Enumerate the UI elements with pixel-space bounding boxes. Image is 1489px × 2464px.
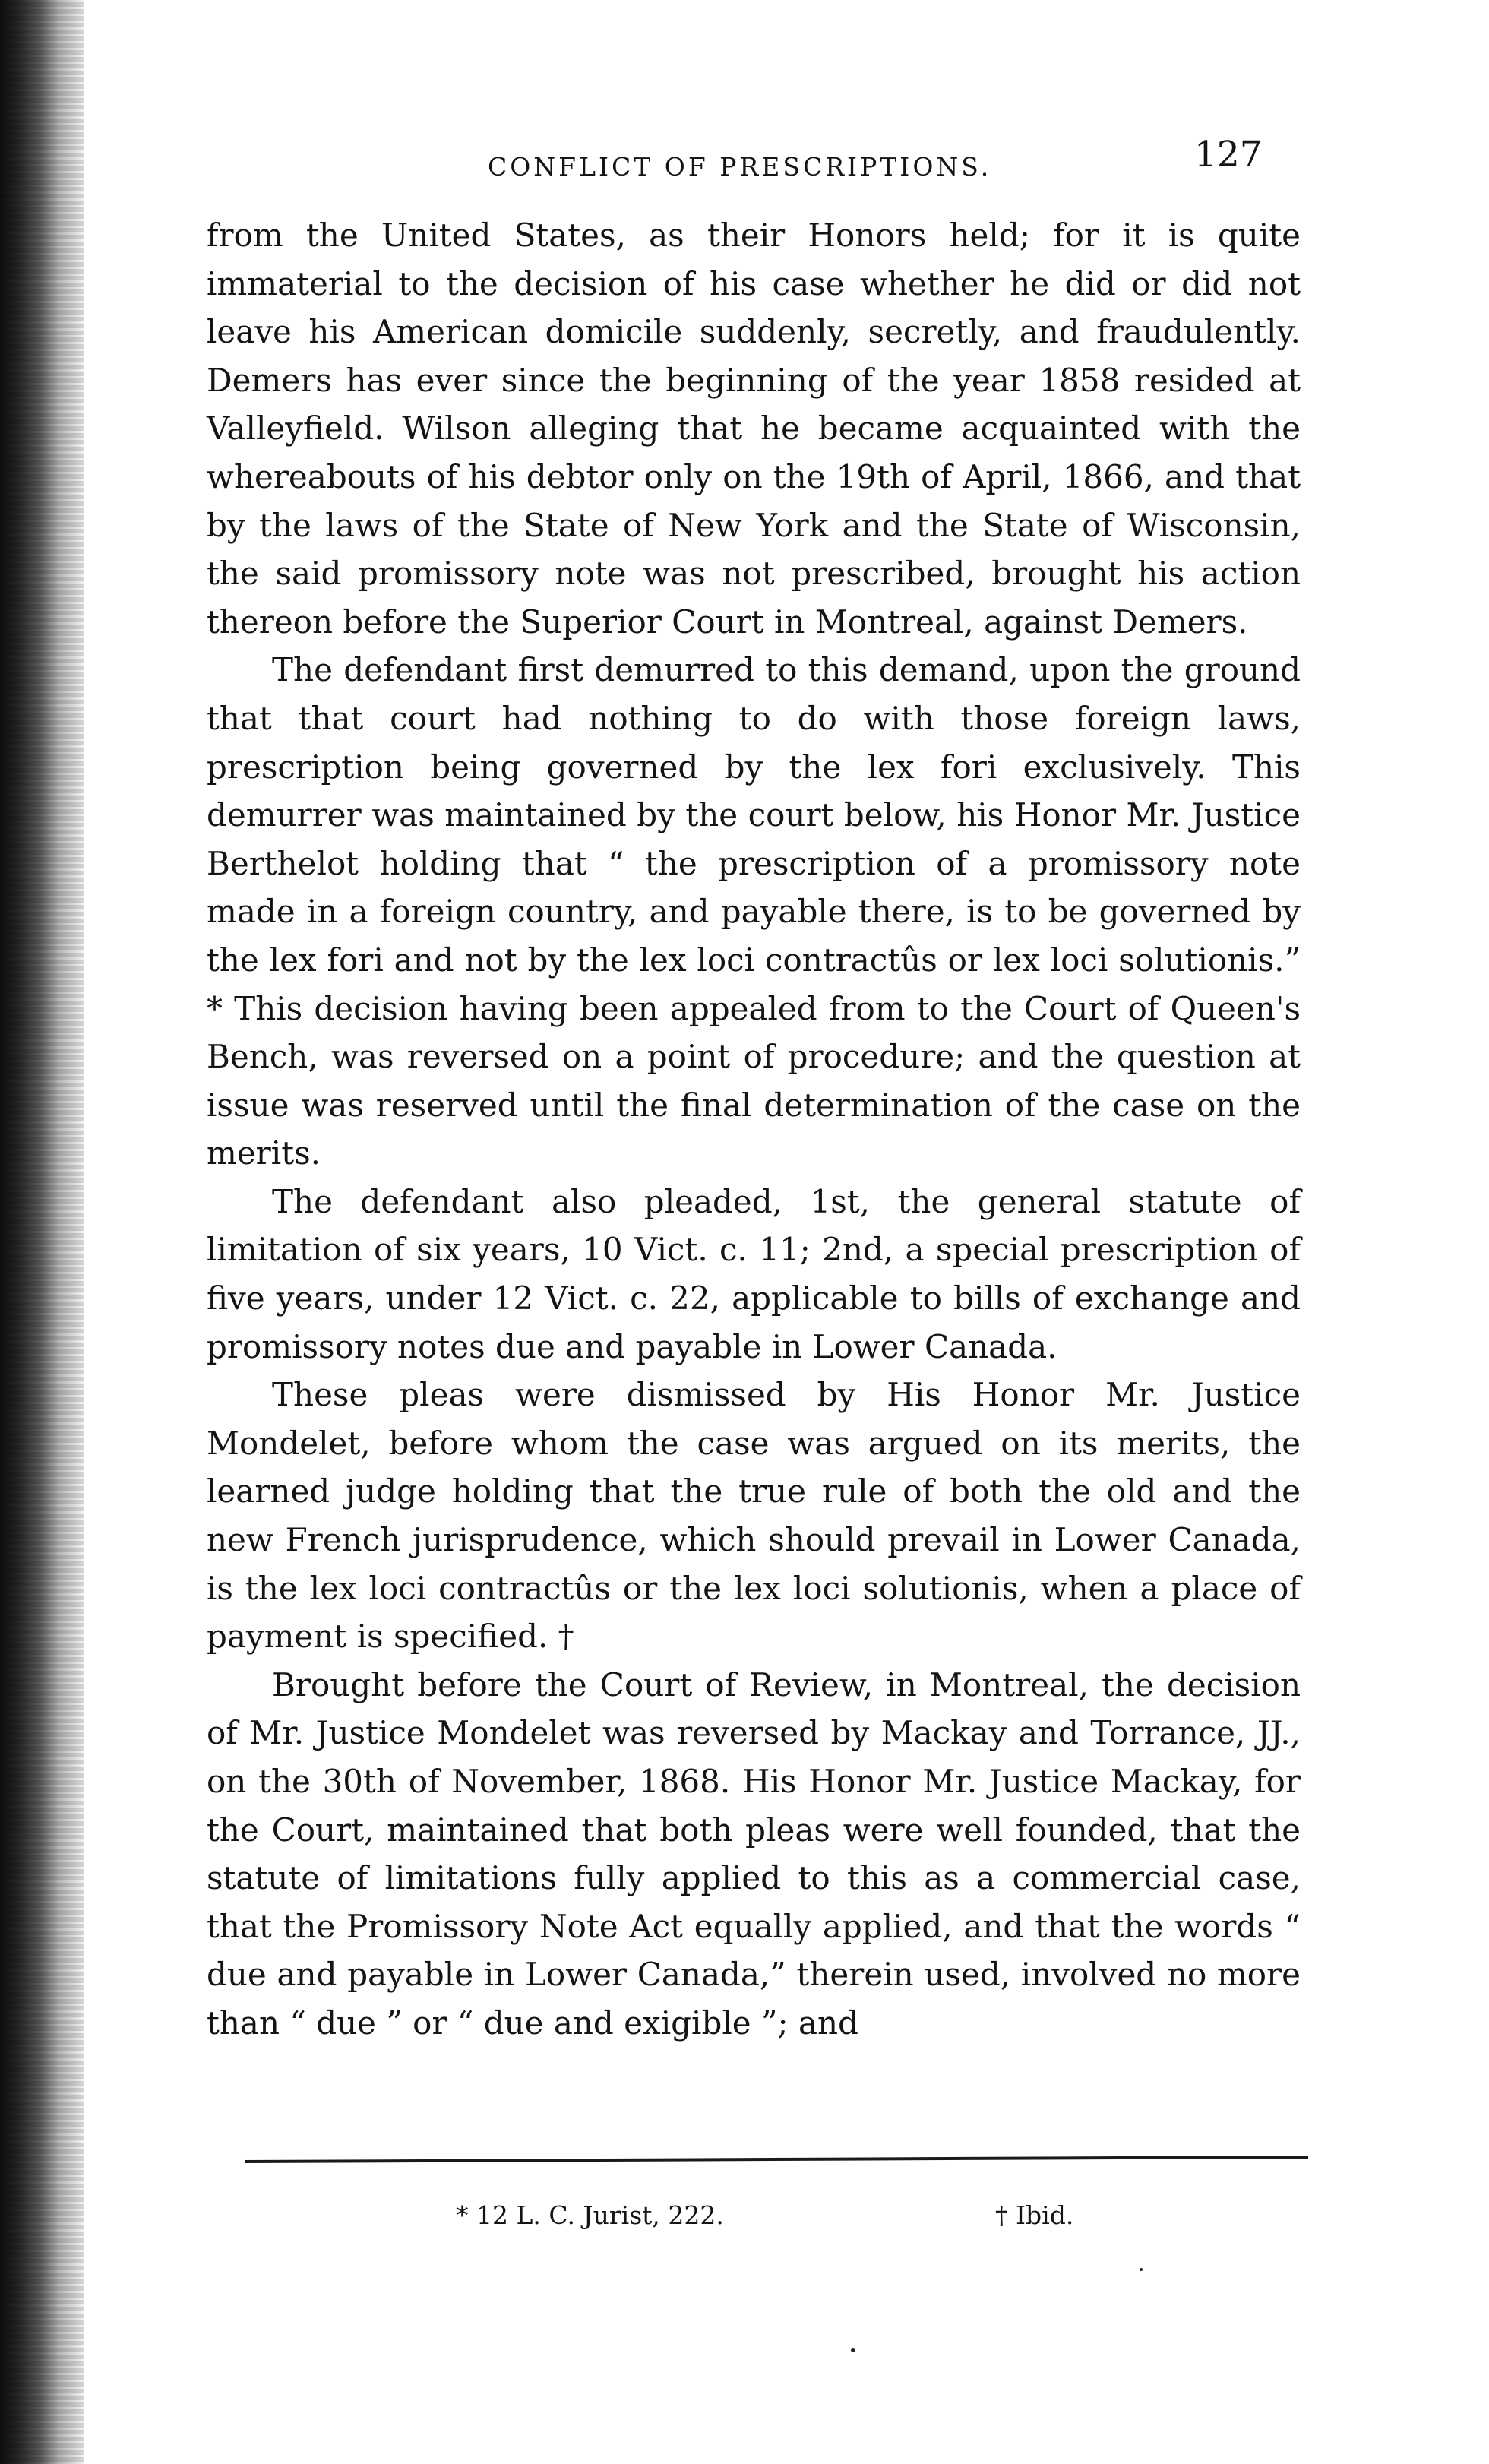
running-head: CONFLICT OF PRESCRIPTIONS. bbox=[488, 152, 992, 182]
body-text bbox=[207, 211, 1301, 2048]
binding-texture bbox=[0, 0, 84, 2464]
paragraph-4: These pleas were dismissed by His Honor Mr. Justice Mondelet, before whom the case was argued on its merits, the learned judge holding that the true rule of both the old and the new French jurisprudence, which should prevail in Lower Canada, is the lex loci contractûs or the lex loci solutionis, when a place of payment is specified. † bbox=[207, 1376, 1301, 1656]
paragraph-3: The defendant also pleaded, 1st, the general statute of limitation of six years, 10 Vict. c. 11; 2nd, a special prescription of five years, under 12 Vict. c. 22, applicable to bills of exchange and promissory notes due and payable in Lower Canada. bbox=[207, 1182, 1301, 1365]
page-header bbox=[207, 129, 1301, 198]
ink-speck bbox=[851, 2348, 855, 2352]
paragraph-2: The defendant first demurred to this demand, upon the ground that that court had nothing to do with those foreign laws, prescription being governed by the lex fori exclusively. This demurrer was maintained by the court below, his Honor Mr. Justice Berthelot holding that “ the prescription of a promissory note made in a foreign country, and payable there, is to be governed by the lex fori and not by the lex loci contractûs or lex loci solutionis.” * This decision having been appealed from to the Court of Queen's Bench, was reversed on a point of procedure; and the question at issue was reserved until the final determination of the case on the merits. bbox=[207, 651, 1301, 1172]
ink-speck bbox=[1140, 2268, 1143, 2271]
footnote-2: † Ibid. bbox=[995, 2200, 1074, 2230]
footnote-1: * 12 L. C. Jurist, 222. bbox=[456, 2200, 724, 2230]
paragraph-5: Brought before the Court of Review, in Montreal, the decision of Mr. Justice Mondelet was reversed by Mackay and Torrance, JJ., on the 30th of November, 1868. His Honor Mr. Justice Mackay, for the Court, maintained that both pleas were well founded, that the statute of limitations fully applied to this as a commercial case, that the Promissory Note Act equally applied, and that the words “ due and payable in Lower Canada,” therein used, involved no more than “ due ” or “ due and exigible ”; and bbox=[207, 1665, 1301, 2042]
footnote-rule bbox=[245, 2156, 1308, 2163]
page-number: 127 bbox=[1194, 134, 1263, 176]
paragraph-1: from the United States, as their Honors held; for it is quite immaterial to the decision of his case whether he did or did not leave his American domicile suddenly, secretly, and fraudulently. Demers has ever since the beginning of the year 1858 resided at Valleyfield. Wilson alleging that he became acquainted with the whereabouts of his debtor only on the 19th of April, 1866, and that by the laws of the State of New York and the State of Wisconsin, the said promissory note was not prescribed, brought his action thereon before the Superior Court in Montreal, against Demers. bbox=[207, 217, 1301, 641]
book-page bbox=[207, 129, 1301, 2048]
